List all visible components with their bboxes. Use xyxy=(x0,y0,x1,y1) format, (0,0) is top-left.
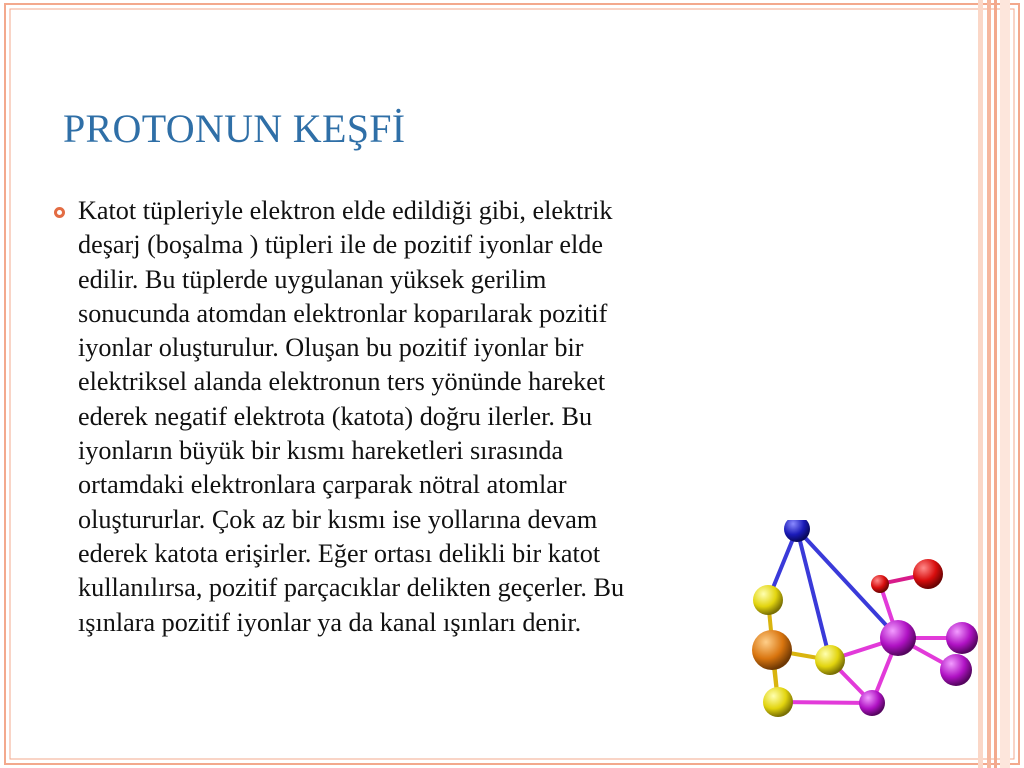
bullet-marker-icon xyxy=(54,207,65,218)
body-line: ederek katota erişirler. Eğer ortası delikli bir katot xyxy=(78,538,601,568)
body-line: oluştururlar. Çok az bir kısmı ise yollarına devam xyxy=(78,504,598,534)
body-line: ederek negatif elektrota (katota) doğru ilerler. Bu xyxy=(78,401,593,431)
body-line: ortamdaki elektronlara çarparak nötral atomlar xyxy=(78,470,567,500)
body-line: kullanılırsa, pozitif parçacıklar delikten geçerler. Bu xyxy=(78,573,625,603)
body-line: deşarj (boşalma ) tüpleri ile de pozitif iyonlar elde xyxy=(78,230,604,260)
body-line: iyonlar oluşturulur. Oluşan bu pozitif iyonlar bir xyxy=(78,333,584,363)
body-line: ışınlara pozitif iyonlar ya da kanal ışınları denir. xyxy=(78,607,582,637)
body-line: elektriksel alanda elektronun ters yönünde hareket xyxy=(78,367,606,397)
body-line: edilir. Bu tüplerde uygulanan yüksek gerilim xyxy=(78,264,547,294)
molecule-model-icon xyxy=(730,520,990,760)
body-line: sonucunda atomdan elektronlar koparılarak pozitif xyxy=(78,298,608,328)
slide-title: PROTONUN KEŞFİ xyxy=(63,106,406,151)
body-line: Katot tüpleriyle elektron elde edildiği gibi, elektrik xyxy=(78,196,613,225)
body-line: iyonların büyük bir kısmı hareketleri sırasında xyxy=(78,436,564,466)
